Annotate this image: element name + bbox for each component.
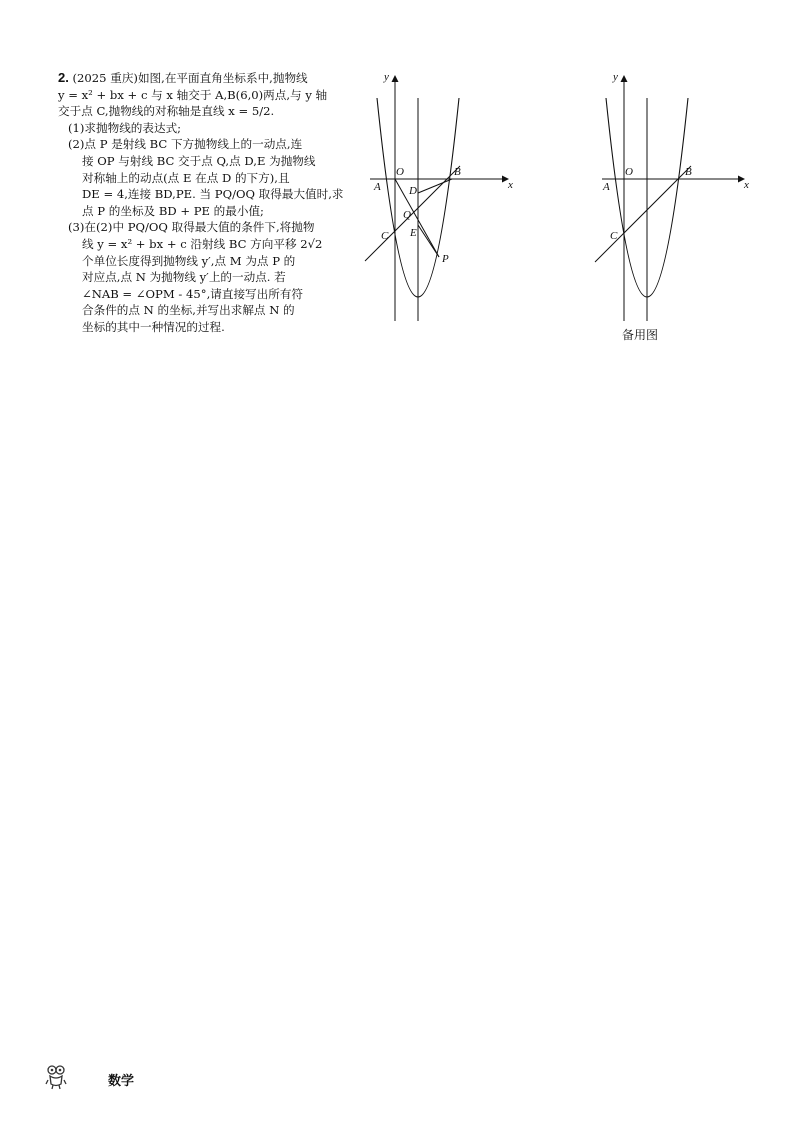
label-b: B bbox=[454, 166, 461, 178]
question-2: (2)点 P 是射线 BC 下方抛物线上的一动点,连 bbox=[68, 137, 303, 152]
label-c: C bbox=[381, 230, 389, 242]
problem-line: 接 OP 与射线 BC 交于点 Q,点 D,E 为抛物线 bbox=[82, 153, 316, 168]
label-q: Q bbox=[403, 209, 411, 221]
segment-op bbox=[395, 179, 439, 257]
label-e: E bbox=[410, 227, 417, 239]
question-3: (3)在(2)中 PQ/OQ 取得最大值的条件下,将抛物 bbox=[68, 220, 315, 235]
segment-pe bbox=[418, 225, 439, 257]
problem-line: DE = 4,连接 BD,PE. 当 PQ/OQ 取得最大值时,求 bbox=[82, 187, 344, 202]
figure-main-svg bbox=[360, 66, 530, 336]
footer-subject: 数学 bbox=[108, 1074, 135, 1089]
problem-line: 点 P 的坐标及 BD + PE 的最小值; bbox=[82, 203, 264, 218]
label-d: D bbox=[409, 185, 417, 197]
label-y: y bbox=[613, 71, 618, 83]
label-c: C bbox=[610, 230, 618, 242]
problem-text bbox=[58, 70, 348, 336]
question-1: (1)求抛物线的表达式; bbox=[68, 120, 182, 135]
problem-line: 个单位长度得到抛物线 y′,点 M 为点 P 的 bbox=[82, 253, 296, 268]
label-a: A bbox=[374, 181, 381, 193]
figure-backup-svg bbox=[590, 66, 760, 336]
label-p: P bbox=[442, 253, 449, 265]
label-x: x bbox=[744, 179, 749, 191]
mascot-icon bbox=[44, 1064, 68, 1090]
figure-caption: 备用图 bbox=[622, 328, 659, 342]
problem-line: y = x² + bx + c 与 x 轴交于 A,B(6,0)两点,与 y 轴 bbox=[58, 87, 328, 102]
backup-figure bbox=[590, 66, 760, 340]
label-y: y bbox=[384, 71, 389, 83]
label-b: B bbox=[685, 166, 692, 178]
problem-line: 坐标的其中一种情况的过程. bbox=[82, 319, 225, 334]
label-o: O bbox=[625, 166, 633, 178]
problem-number: 2. bbox=[58, 70, 69, 85]
problem-line: 对应点,点 N 为抛物线 y′上的一动点. 若 bbox=[82, 270, 286, 285]
problem-line: 交于点 C,抛物线的对称轴是直线 x = 5/2. bbox=[58, 104, 275, 119]
label-a: A bbox=[603, 181, 610, 193]
problem-line: 2. (2025 重庆)如图,在平面直角坐标系中,抛物线 bbox=[58, 70, 308, 85]
problem-line: 对称轴上的动点(点 E 在点 D 的下方),且 bbox=[82, 170, 290, 185]
label-x: x bbox=[508, 179, 513, 191]
problem-line: 线 y = x² + bx + c 沿射线 BC 方向平移 2√2 bbox=[82, 236, 323, 251]
problem-line: 合条件的点 N 的坐标,并写出求解点 N 的 bbox=[82, 303, 295, 318]
parabola-figure bbox=[360, 66, 530, 340]
label-o: O bbox=[396, 166, 404, 178]
problem-line: ∠NAB = ∠OPM - 45°,请直接写出所有符 bbox=[82, 286, 304, 301]
